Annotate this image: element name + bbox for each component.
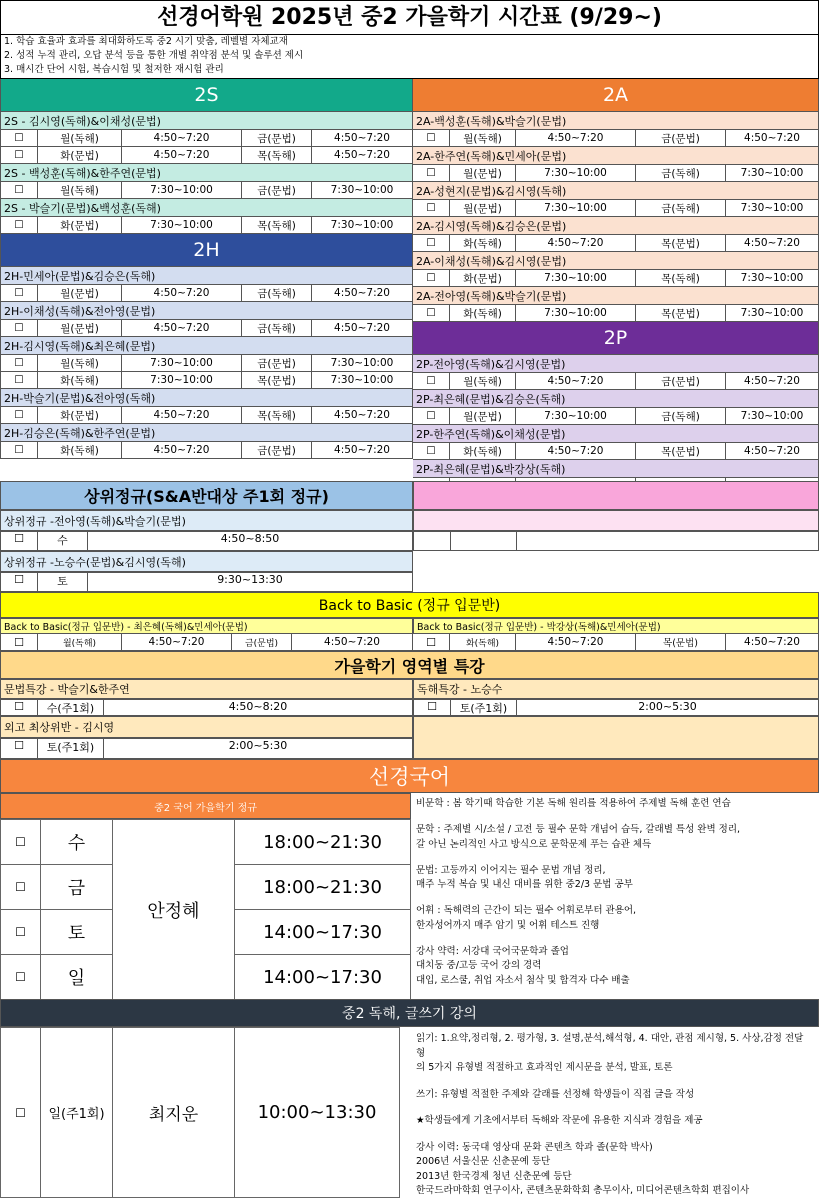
special-r1-row <box>413 699 819 716</box>
class-group-header: 2A-성현지(문법)&김시영(독해) <box>413 182 819 200</box>
top-class-group-1: 상위정규 -전아영(독해)&박슬기(문법) <box>0 510 413 531</box>
class-group-header: 2S - 백성훈(독해)&한주연(문법) <box>0 164 413 182</box>
schedule-row <box>0 407 413 424</box>
checkbox[interactable]: ☐ <box>1 182 38 198</box>
class-group-header: 2H-김승은(독해)&한주연(문법) <box>0 424 413 442</box>
day: 월(독해) <box>38 130 122 146</box>
time: 4:50~7:20 <box>324 636 380 648</box>
schedule-row <box>0 147 413 164</box>
day: 월(문법) <box>450 165 516 181</box>
time: 4:50~7:20 <box>122 634 232 650</box>
class-group-header: 2P-한주연(독해)&이채성(문법) <box>413 425 819 443</box>
class-group-header: 2H-민세아(문법)&김승은(독해) <box>0 267 413 285</box>
time: 7:30~10:00 <box>122 372 242 388</box>
day: 화(문법) <box>38 217 122 233</box>
day: 화(문법) <box>38 407 122 423</box>
day: 화(독해) <box>450 634 516 650</box>
day: 토(주1회) <box>38 739 104 758</box>
class-group-header: 2S - 김시영(독해)&이채성(문법) <box>0 112 413 130</box>
teacher: 최지운 <box>113 1028 235 1198</box>
time: 4:50~7:20 <box>334 287 390 299</box>
class-group-header: 2H-박슬기(문법)&전아영(독해) <box>0 389 413 407</box>
desc-line: 의 5가지 유형별 적절하고 효과적인 제시문을 분석, 발표, 토론 <box>416 1062 673 1073</box>
time: 7:30~10:00 <box>516 200 636 216</box>
time: 18:00~21:30 <box>235 865 411 910</box>
special-l2-row <box>0 738 413 759</box>
desc-line: 대입, 로스쿨, 취업 자소서 첨삭 및 합격자 다수 배출 <box>416 974 630 986</box>
time: 7:30~10:00 <box>740 167 804 179</box>
day: 금(문법) <box>232 634 292 650</box>
day: 화(문법) <box>450 270 516 286</box>
day: 목(문법) <box>636 305 726 321</box>
schedule-row <box>413 408 819 425</box>
korean-description <box>414 796 818 999</box>
time: 9:30~13:30 <box>217 573 283 586</box>
day: 목(독해) <box>242 217 312 233</box>
day: 금(문법) <box>242 182 312 198</box>
special-r1: 독해특강 - 노승수 <box>413 679 819 699</box>
btb-left-head: Back to Basic(정규 입문반) - 최은혜(독해)&민세아(문법) <box>0 618 413 634</box>
checkbox[interactable]: ☐ <box>413 200 450 216</box>
time: 7:30~10:00 <box>516 305 636 321</box>
time: 4:50~7:20 <box>122 320 242 336</box>
desc-line: 비문학 : 봄 학기때 학습한 기본 독해 원리를 적용하여 주제별 독해 훈련 연습 <box>416 798 731 809</box>
special-r-blank <box>413 716 819 759</box>
teacher: 안정혜 <box>113 820 235 1000</box>
checkbox[interactable]: ☐ <box>1 355 38 371</box>
note-1: 1. 학습 효율과 효과를 최대화하도록 중2 시기 맞춤, 레벨별 자체교재 <box>4 36 288 47</box>
level-header: 2S <box>0 79 413 112</box>
special-header: 가을학기 영역별 특강 <box>0 651 819 679</box>
desc-line: 어휘 : 독해력의 근간이 되는 필수 어휘로부터 관용어, <box>416 905 637 917</box>
schedule-row <box>0 355 413 372</box>
checkbox[interactable]: ☐ <box>413 443 450 459</box>
class-group-header: 2A-한주연(독해)&민세아(문법) <box>413 147 819 165</box>
schedule-row <box>413 305 819 322</box>
level-header: 2P <box>413 322 819 355</box>
time: 4:50~7:20 <box>744 445 800 457</box>
btb-left-row <box>0 634 413 651</box>
desc-line: 갈 아닌 논리적인 사고 방식으로 문학문제 푸는 습관 체득 <box>416 838 652 850</box>
day: 수(주1회) <box>38 700 104 715</box>
time: 4:50~7:20 <box>516 634 636 650</box>
checkbox[interactable]: ☐ <box>1 320 38 336</box>
class-group-header: 2A-이채성(독해)&김시영(문법) <box>413 252 819 270</box>
day: 목(문법) <box>636 443 726 459</box>
desc-line: 강사 이력: 동국대 영상대 문화 콘텐츠 학과 졸(문학 박사) <box>416 1141 653 1153</box>
special-l1: 문법특강 - 박슬기&한주연 <box>0 679 413 699</box>
time: 7:30~10:00 <box>516 270 636 286</box>
checkbox[interactable]: ☐ <box>1 147 38 163</box>
desc-line: ★학생들에게 기초에서부터 독해와 작문에 유용한 지식과 경험을 제공 <box>416 1115 703 1126</box>
btb-right-head: Back to Basic(정규 입문반) - 박강상(독해)&민세아(문법) <box>413 618 819 634</box>
checkbox[interactable]: ☐ <box>1 407 38 423</box>
checkbox[interactable]: ☐ <box>1 865 41 910</box>
time: 7:30~10:00 <box>740 410 804 422</box>
time: 4:50~7:20 <box>122 147 242 163</box>
desc-line: 강사 약력: 서강대 국어국문학과 졸업 <box>416 946 569 958</box>
day: 토(주1회) <box>451 700 517 715</box>
time: 7:30~10:00 <box>516 408 636 424</box>
checkbox[interactable]: ☐ <box>413 373 450 389</box>
day: 일(주1회) <box>41 1028 113 1198</box>
checkbox[interactable]: ☐ <box>1 1028 41 1198</box>
day: 금(문법) <box>242 130 312 146</box>
time: 7:30~10:00 <box>740 307 804 319</box>
level-header: 2A <box>413 79 819 112</box>
special-l2: 외고 최상위반 - 김시영 <box>0 716 413 738</box>
btb-header: Back to Basic (정규 입문반) <box>0 592 819 618</box>
checkbox[interactable]: ☐ <box>413 305 450 321</box>
note-2: 2. 성적 누적 관리, 오답 분석 등을 통한 개별 취약점 분석 및 솔루션 제시 <box>4 50 304 61</box>
time: 4:50~8:50 <box>220 532 280 545</box>
class-group-header: 2P-전아영(독해)&김시영(문법) <box>413 355 819 373</box>
time: 7:30~10:00 <box>330 357 394 369</box>
schedule-row <box>413 235 819 252</box>
day: 목(문법) <box>636 634 726 650</box>
schedule-row <box>0 182 413 199</box>
time: 7:30~10:00 <box>740 202 804 214</box>
day: 화(독해) <box>450 305 516 321</box>
day: 월(문법) <box>450 408 516 424</box>
checkbox[interactable]: ☐ <box>1 700 38 715</box>
day: 금(문법) <box>242 355 312 371</box>
day: 금(독해) <box>242 285 312 301</box>
checkbox[interactable]: ☐ <box>1 372 38 388</box>
checkbox[interactable]: ☐ <box>1 442 38 458</box>
class-group-header: 2A-백성훈(독해)&박슬기(문법) <box>413 112 819 130</box>
time: 4:50~7:20 <box>744 237 800 249</box>
empty-row <box>413 531 819 551</box>
time: 4:50~7:20 <box>516 235 636 251</box>
class-group-header: 2S - 박슬기(문법)&백성훈(독해) <box>0 199 413 217</box>
korean-subheader: 중2 국어 가을학기 정규 <box>0 793 411 819</box>
top-class-group-2: 상위정규 -노승수(문법)&김시영(독해) <box>0 551 413 572</box>
schedule-row <box>0 372 413 389</box>
notes <box>0 35 819 79</box>
day: 목(독해) <box>242 407 312 423</box>
page-title: 선경어학원 2025년 중2 가을학기 시간표 (9/29~) <box>0 0 819 35</box>
desc-line: 문학 : 주제별 시/소설 / 고전 등 필수 문학 개념어 습득, 갈래별 특성 완벽 정리, <box>416 824 741 836</box>
time: 7:30~10:00 <box>330 219 394 231</box>
writing-description <box>401 1031 819 1199</box>
day: 목(독해) <box>636 270 726 286</box>
day: 월(문법) <box>38 285 122 301</box>
schedule-row <box>0 320 413 337</box>
time: 7:30~10:00 <box>122 182 242 198</box>
time: 4:50~7:20 <box>122 285 242 301</box>
checkbox[interactable]: ☐ <box>1 955 41 1000</box>
day: 금(독해) <box>636 408 726 424</box>
right-schedule-column <box>413 79 819 495</box>
time: 4:50~7:20 <box>334 149 390 161</box>
desc-line: 쓰기: 유형별 적절한 주제와 갈래를 선정해 학생들이 직접 글을 작성 <box>416 1088 695 1100</box>
schedule-row <box>413 130 819 147</box>
class-group-header: 2A-김시영(독해)&김승은(문법) <box>413 217 819 235</box>
left-schedule-column <box>0 79 413 459</box>
checkbox[interactable]: ☐ <box>413 165 450 181</box>
desc-line: 매주 누적 복습 및 내신 대비를 위한 중2/3 문법 공부 <box>416 879 633 891</box>
day: 월(독해) <box>38 355 122 371</box>
day: 목(문법) <box>242 372 312 388</box>
checkbox[interactable]: ☐ <box>1 573 38 591</box>
btb-right-row <box>413 634 819 651</box>
note-3: 3. 매시간 단어 시험, 복습시험 및 철저한 재시험 관리 <box>4 64 224 75</box>
day: 월(독해) <box>38 634 122 650</box>
day: 월(독해) <box>38 182 122 198</box>
time: 4:50~7:20 <box>744 375 800 387</box>
time: 4:50~7:20 <box>744 636 800 648</box>
desc-line: 읽기: 1.요약,정리형, 2. 평가형, 3. 설명,분석,해석형, 4. 대안, 관점 제시형, 5. 사상,감정 전달형 <box>416 1033 804 1059</box>
day: 화(독해) <box>38 442 122 458</box>
schedule-row <box>0 442 413 459</box>
time: 4:50~7:20 <box>334 409 390 421</box>
day: 목(독해) <box>242 147 312 163</box>
checkbox[interactable]: ☐ <box>1 285 38 301</box>
schedule-row <box>413 373 819 390</box>
day: 화(독해) <box>450 443 516 459</box>
checkbox[interactable]: ☐ <box>414 700 451 715</box>
time: 4:50~7:20 <box>516 130 636 146</box>
day: 금(독해) <box>636 200 726 216</box>
class-group-header: 2H-이채성(독해)&전아영(문법) <box>0 302 413 320</box>
checkbox[interactable]: ☐ <box>1 532 38 550</box>
day: 금(문법) <box>242 442 312 458</box>
korean-table <box>0 819 411 1000</box>
time: 7:30~10:00 <box>330 374 394 386</box>
checkbox[interactable]: ☐ <box>1 820 41 865</box>
checkbox[interactable]: ☐ <box>413 130 450 146</box>
time: 4:50~7:20 <box>122 407 242 423</box>
time: 4:50~7:20 <box>334 322 390 334</box>
day: 수 <box>41 820 113 865</box>
schedule-row <box>0 285 413 302</box>
pink-header <box>413 481 819 510</box>
time: 2:00~5:30 <box>638 700 697 713</box>
class-group-header: 2P-최은혜(문법)&박강상(독해) <box>413 460 819 478</box>
special-l1-row <box>0 699 413 716</box>
schedule-row <box>0 217 413 234</box>
time: 7:30~10:00 <box>122 355 242 371</box>
time: 4:50~7:20 <box>122 130 242 146</box>
class-group-header: 2P-최은혜(문법)&김승은(독해) <box>413 390 819 408</box>
checkbox[interactable]: ☐ <box>1 739 38 758</box>
time: 4:50~7:20 <box>334 132 390 144</box>
desc-line: 2013년 한국경제 청년 신춘문예 등단 <box>416 1170 572 1182</box>
checkbox[interactable]: ☐ <box>413 408 450 424</box>
time: 7:30~10:00 <box>330 184 394 196</box>
top-class-row-2 <box>0 572 413 592</box>
level-header: 2H <box>0 234 413 267</box>
day: 금(문법) <box>636 130 726 146</box>
time: 4:50~7:20 <box>516 373 636 389</box>
top-class-row-1 <box>0 531 413 551</box>
korean-header: 선경국어 <box>0 759 819 793</box>
time: 4:50~7:20 <box>744 132 800 144</box>
schedule-row <box>413 270 819 287</box>
time: 2:00~5:30 <box>228 739 288 752</box>
checkbox[interactable]: ☐ <box>1 217 38 233</box>
desc-line: 한국드라마학회 연구이사, 콘텐츠문화학회 총무이사, 미디어콘텐츠학회 편집이사 <box>416 1185 750 1196</box>
day: 금 <box>41 865 113 910</box>
checkbox[interactable]: ☐ <box>413 634 450 650</box>
schedule-row <box>0 130 413 147</box>
time: 4:50~7:20 <box>516 443 636 459</box>
time: 7:30~10:00 <box>122 217 242 233</box>
desc-line: 2006년 서울신문 신춘문예 등단 <box>416 1156 551 1167</box>
writing-table <box>0 1027 400 1198</box>
day: 월(문법) <box>450 200 516 216</box>
pink-sub <box>413 510 819 531</box>
checkbox[interactable]: ☐ <box>1 910 41 955</box>
time: 10:00~13:30 <box>235 1028 400 1198</box>
class-group-header: 2H-김시영(독해)&최은혜(문법) <box>0 337 413 355</box>
time: 4:50~7:20 <box>122 442 242 458</box>
day: 월(독해) <box>450 130 516 146</box>
day: 수 <box>38 532 88 550</box>
day: 금(문법) <box>636 373 726 389</box>
time: 4:50~7:20 <box>334 444 390 456</box>
day: 목(문법) <box>636 235 726 251</box>
day: 월(문법) <box>38 320 122 336</box>
schedule-row <box>413 443 819 460</box>
day: 토 <box>41 910 113 955</box>
checkbox[interactable]: ☐ <box>1 634 38 650</box>
schedule-row <box>413 200 819 217</box>
day: 월(독해) <box>450 373 516 389</box>
day: 일 <box>41 955 113 1000</box>
day: 금(독해) <box>636 165 726 181</box>
desc-line: 한자성어까지 매주 암기 및 어휘 테스트 진행 <box>416 919 600 931</box>
desc-line: 문법: 고등까지 이어지는 필수 문법 개념 정리, <box>416 864 606 876</box>
checkbox[interactable]: ☐ <box>413 270 450 286</box>
time: 14:00~17:30 <box>235 955 411 1000</box>
time: 7:30~10:00 <box>516 165 636 181</box>
class-group-header: 2A-전아영(독해)&박슬기(문법) <box>413 287 819 305</box>
day: 금(독해) <box>242 320 312 336</box>
day: 토 <box>38 573 88 591</box>
checkbox[interactable]: ☐ <box>413 235 450 251</box>
day: 화(독해) <box>38 372 122 388</box>
time: 18:00~21:30 <box>235 820 411 865</box>
schedule-row <box>413 165 819 182</box>
checkbox[interactable]: ☐ <box>1 130 38 146</box>
writing-header: 중2 독해, 글쓰기 강의 <box>0 999 819 1027</box>
time: 14:00~17:30 <box>235 910 411 955</box>
time: 4:50~8:20 <box>228 700 288 713</box>
top-class-header: 상위정규(S&A반대상 주1회 정규) <box>0 481 413 510</box>
time: 7:30~10:00 <box>740 272 804 284</box>
desc-line: 대치동 중/고등 국어 강의 경력 <box>416 960 542 972</box>
day: 화(독해) <box>450 235 516 251</box>
day: 화(문법) <box>38 147 122 163</box>
